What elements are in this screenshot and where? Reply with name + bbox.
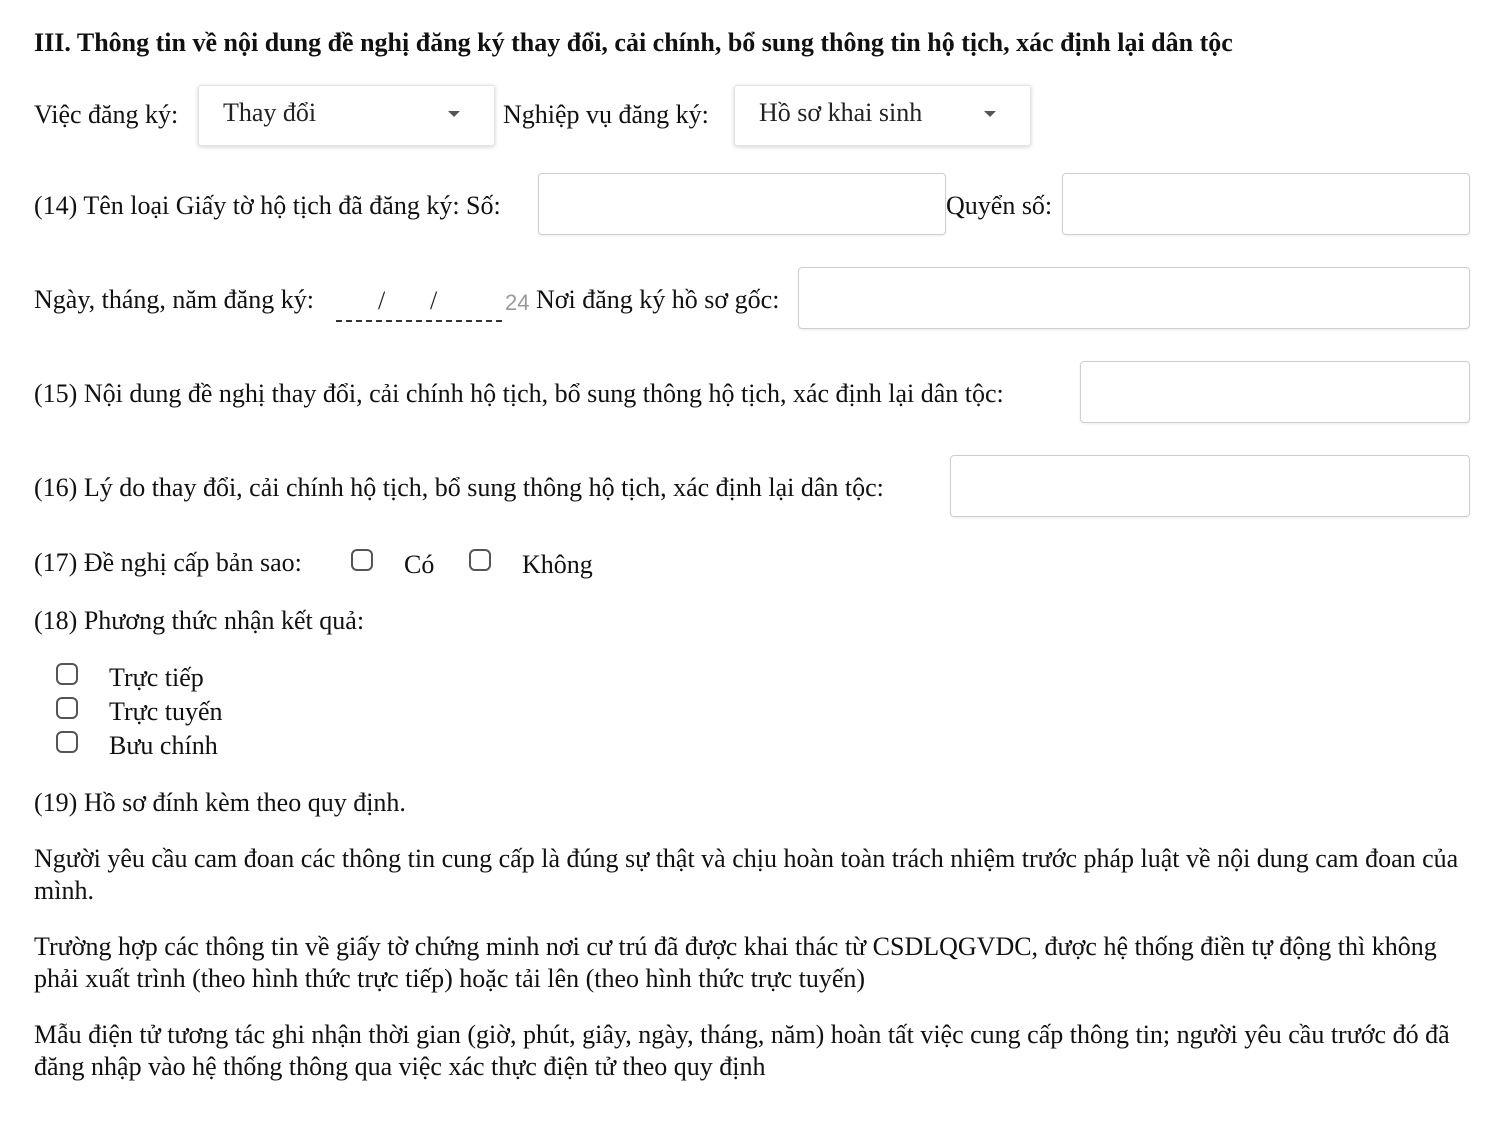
field16-label: (16) Lý do thay đổi, cải chính hộ tịch, bổ sung thông hộ tịch, xác định lại dân tộc: — [34, 473, 884, 502]
registration-type-value: Thay đổi — [223, 98, 317, 127]
copy-no-label: Không — [522, 550, 593, 579]
registration-business-select[interactable] — [734, 85, 1031, 146]
field14-label: (14) Tên loại Giấy tờ hộ tịch đã đăng ký: Số: — [34, 191, 501, 220]
timestamp-note: Mẫu điện tử tương tác ghi nhận thời gian (giờ, phút, giây, ngày, tháng, năm) hoàn tất việc cung cấp thông tin; người yêu cầu trước đó đã đăng nhập vào hệ thống thông qua việc xác thực điện tử theo quy định — [34, 1020, 1450, 1081]
origin-place-label: Nơi đăng ký hồ sơ gốc: — [536, 285, 780, 314]
section-title: III. Thông tin về nội dung đề nghị đăng ký thay đổi, cải chính, bổ sung thông tin hộ tịch, xác định lại dân tộc — [34, 28, 1233, 57]
origin-place-input[interactable] — [798, 267, 1470, 329]
request-content-input[interactable] — [1080, 361, 1470, 423]
field18-label: (18) Phương thức nhận kết quả: — [34, 606, 365, 635]
receive-in-person-label: Trực tiếp — [109, 663, 204, 692]
residence-note: Trường hợp các thông tin về giấy tờ chứng minh nơi cư trú đã được khai thác từ CSDLQGVDC, được hệ thống điền tự động thì không phải xuất trình (theo hình thức trực tiếp) hoặc tải lên (theo hình thức trực tuyến) — [34, 932, 1437, 993]
copy-yes-checkbox[interactable] — [351, 549, 373, 571]
chevron-down-icon — [984, 111, 996, 117]
copy-yes-label: Có — [404, 550, 435, 579]
receive-postal-checkbox[interactable] — [56, 731, 78, 753]
registration-business-value: Hồ sơ khai sinh — [759, 98, 923, 127]
receive-online-checkbox[interactable] — [56, 697, 78, 719]
document-number-input[interactable] — [538, 173, 946, 235]
change-reason-input[interactable] — [950, 455, 1470, 517]
field17-label: (17) Đề nghị cấp bản sao: — [34, 548, 302, 577]
registration-date-input[interactable] — [336, 274, 536, 326]
receive-online-label: Trực tuyến — [109, 697, 223, 726]
copy-no-checkbox[interactable] — [469, 549, 491, 571]
receive-in-person-checkbox[interactable] — [56, 663, 78, 685]
date-separator: / — [378, 286, 386, 315]
date-year-value: 24 — [505, 290, 530, 315]
field19-label: (19) Hồ sơ đính kèm theo quy định. — [34, 788, 406, 817]
commitment-note: Người yêu cầu cam đoan các thông tin cung cấp là đúng sự thật và chịu hoàn toàn trách nhiệm trước pháp luật về nội dung cam đoan của mình. — [34, 844, 1459, 905]
registration-type-select[interactable] — [198, 85, 495, 146]
registration-date-label: Ngày, tháng, năm đăng ký: — [34, 285, 314, 314]
chevron-down-icon — [448, 111, 460, 117]
registration-business-label: Nghiệp vụ đăng ký: — [503, 100, 709, 129]
registration-type-label: Việc đăng ký: — [34, 100, 179, 129]
book-number-input[interactable] — [1062, 173, 1470, 235]
book-number-label: Quyển số: — [946, 191, 1053, 220]
date-underline — [336, 320, 502, 322]
receive-postal-label: Bưu chính — [109, 731, 218, 760]
date-separator: / — [430, 286, 438, 315]
field15-label: (15) Nội dung đề nghị thay đổi, cải chính hộ tịch, bổ sung thông hộ tịch, xác định lại dân tộc: — [34, 379, 1004, 408]
